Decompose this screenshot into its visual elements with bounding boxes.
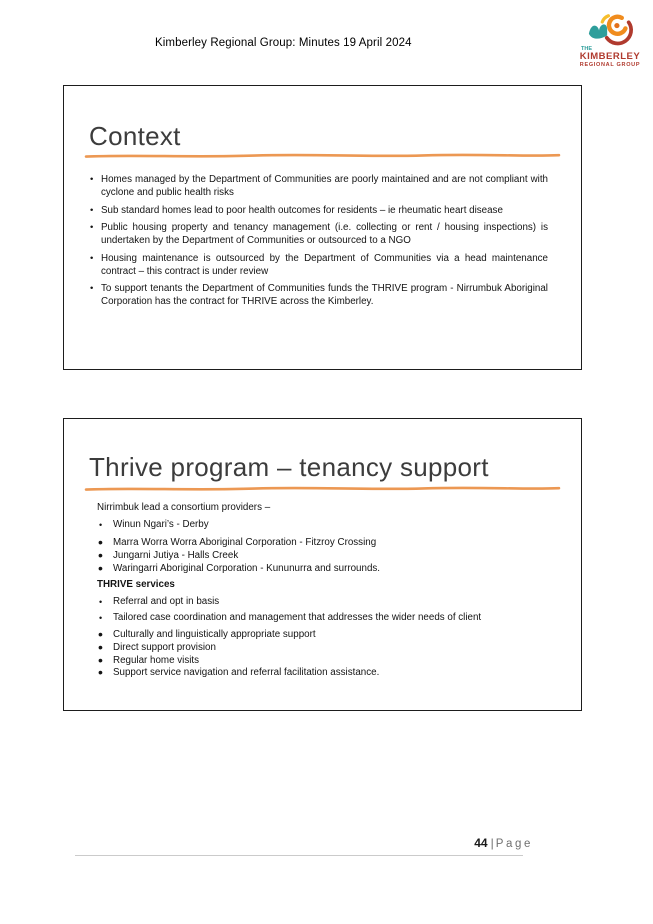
page-header-title: Kimberley Regional Group: Minutes 19 April 2024 — [155, 37, 412, 49]
slide-thrive-title: Thrive program – tenancy support — [89, 452, 489, 482]
services-list — [97, 596, 533, 680]
orange-underline-decoration — [84, 485, 562, 493]
service-item: • Culturally and linguistically appropriate support — [97, 629, 533, 642]
context-bullet-list — [90, 174, 548, 314]
consortium-intro-text: Nirrimbuk lead a consortium providers – — [97, 502, 271, 513]
kimberley-swirl-logo-icon — [584, 8, 636, 48]
footer-separator: | — [490, 836, 494, 850]
logo-text-the: THE — [581, 46, 592, 52]
service-item: • Support service navigation and referral facilitation assistance. — [97, 667, 533, 680]
bullet-item: • Public housing property and tenancy management (i.e. collecting or rent / housing inspections) is undertaken by the Department of Communities or outsourced to a NGO — [90, 222, 548, 248]
provider-list — [97, 519, 533, 576]
thrive-slide-content — [97, 502, 533, 680]
krg-logo — [576, 8, 644, 69]
logo-text-regional-group: REGIONAL GROUP — [579, 62, 641, 69]
service-item: • Tailored case coordination and management that addresses the wider needs of client — [97, 612, 533, 625]
service-item: • Regular home visits — [97, 655, 533, 668]
bullet-item: • Homes managed by the Department of Communities are poorly maintained and are not compliant with cyclone and public health risks — [90, 174, 548, 200]
orange-underline-decoration — [84, 152, 562, 160]
slide-context-title: Context — [89, 121, 181, 151]
bullet-item: • Housing maintenance is outsourced by the Department of Communities via a head maintenance contract – this contract is under review — [90, 253, 548, 279]
footer-page-word: Page — [495, 838, 533, 850]
page-footer — [474, 836, 533, 850]
logo-text-kimberley: KIMBERLEY — [579, 51, 641, 63]
thrive-services-heading: THRIVE services — [97, 579, 175, 591]
service-item: • Direct support provision — [97, 642, 533, 655]
slide-thrive-program — [63, 418, 582, 711]
provider-item: • Jungarni Jutiya - Halls Creek — [97, 550, 533, 563]
provider-item: • Marra Worra Worra Aboriginal Corporation - Fitzroy Crossing — [97, 537, 533, 550]
bullet-item: • To support tenants the Department of Communities funds the THRIVE program - Nirrumbuk Aboriginal Corporation has the contract for THRIVE across the Kimberley. — [90, 283, 548, 309]
footer-rule-line — [75, 855, 523, 856]
page-number: 44 — [474, 836, 488, 850]
bullet-item: • Sub standard homes lead to poor health outcomes for residents – ie rheumatic heart disease — [90, 205, 548, 218]
service-item: • Referral and opt in basis — [97, 596, 533, 609]
provider-item: • Waringarri Aboriginal Corporation - Kununurra and surrounds. — [97, 563, 533, 576]
slide-context — [63, 85, 582, 370]
provider-item: • Winun Ngari’s - Derby — [97, 519, 533, 532]
